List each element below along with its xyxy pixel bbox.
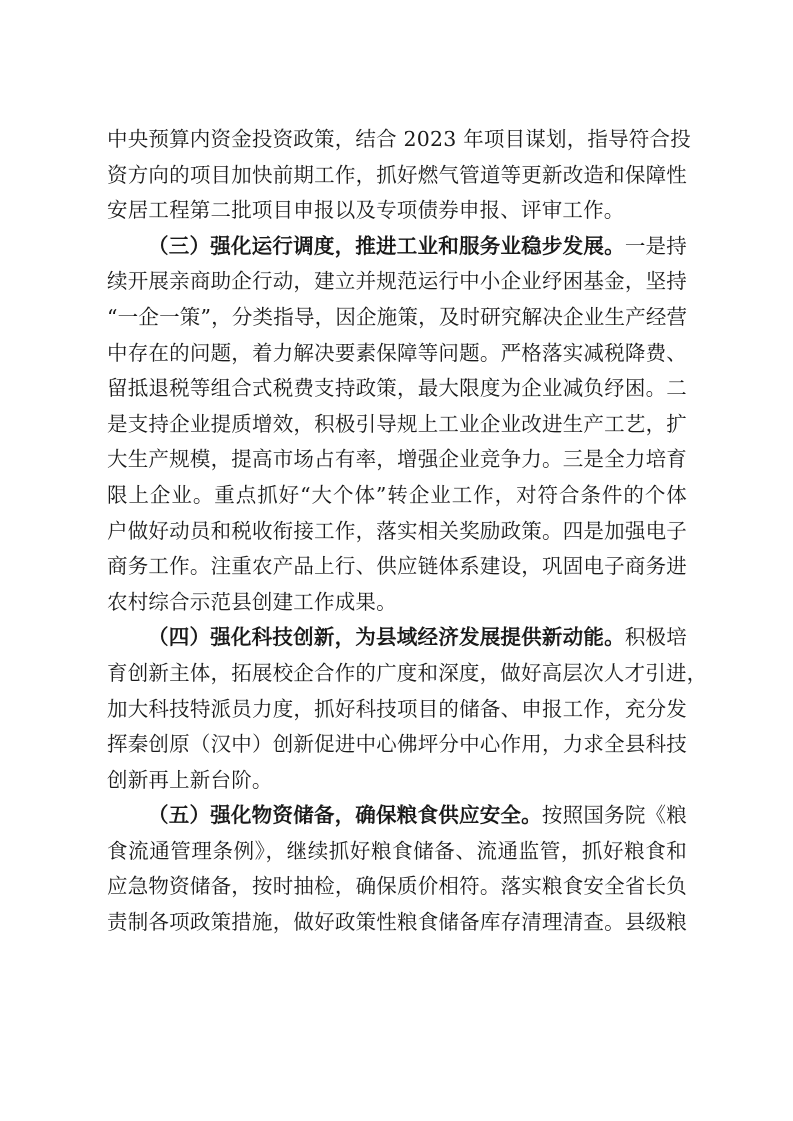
text-line: 限上企业。重点抓好“大个体”转企业工作，对符合条件的个体 <box>107 482 687 507</box>
text-line: 责制各项政策措施，做好政策性粮食储备库存清理清查。县级粮 <box>107 910 687 935</box>
section-heading: （五）强化物资储备，确保粮食供应安全。 <box>148 803 542 828</box>
text-line: 是支持企业提质增效，积极引导规上工业企业改进生产工艺，扩 <box>107 411 687 436</box>
paragraph <box>107 798 687 940</box>
paragraph <box>107 620 708 798</box>
text-line: 中存在的问题，着力解决要素保障等问题。严格落实减税降费、 <box>107 340 687 365</box>
text-line: 育创新主体，拓展校企合作的广度和深度，做好高层次人才引进， <box>107 660 708 685</box>
text-line <box>107 229 687 265</box>
text-line <box>107 798 687 834</box>
document-body <box>107 122 708 941</box>
text-line: 中央预算内资金投资政策，结合 2023 年项目谋划，指导符合投 <box>107 127 691 151</box>
paragraph <box>107 229 687 621</box>
text-run: 积极培 <box>624 625 687 650</box>
text-line: 资方向的项目加快前期工作，抓好燃气管道等更新改造和保障性 <box>107 162 687 187</box>
text-line: 续开展亲商助企行动，建立并规范运行中小企业纾困基金，坚持 <box>107 269 687 294</box>
text-line: 农村综合示范县创建工作成果。 <box>107 589 397 614</box>
text-run: 一是持 <box>624 233 687 258</box>
text-line: 食流通管理条例》，继续抓好粮食储备、流通监管，抓好粮食和 <box>107 838 687 863</box>
text-line: 户做好动员和税收衔接工作，落实相关奖励政策。四是加强电子 <box>107 518 687 543</box>
text-line: 创新再上新台阶。 <box>107 767 273 792</box>
section-heading: （四）强化科技创新，为县域经济发展提供新动能。 <box>148 625 625 650</box>
text-line: “一企一策”，分类指导，因企施策，及时研究解决企业生产经营 <box>107 304 688 329</box>
text-line: 安居工程第二批项目申报以及专项债券申报、评审工作。 <box>107 198 625 223</box>
paragraph <box>107 122 691 229</box>
text-line: 商务工作。注重农产品上行、供应链体系建设，巩固电子商务进 <box>107 554 687 579</box>
text-run: 按照国务院《粮 <box>541 803 687 828</box>
text-line: 挥秦创原（汉中）创新促进中心佛坪分中心作用，力求全县科技 <box>107 732 687 757</box>
section-heading: （三）强化运行调度，推进工业和服务业稳步发展。 <box>148 233 625 258</box>
text-line <box>107 620 687 656</box>
text-line: 留抵退税等组合式税费支持政策，最大限度为企业减负纾困。二 <box>107 376 687 401</box>
text-line: 应急物资储备，按时抽检，确保质价相符。落实粮食安全省长负 <box>107 874 687 899</box>
text-line: 加大科技特派员力度，抓好科技项目的储备、申报工作，充分发 <box>107 696 687 721</box>
text-line: 大生产规模，提高市场占有率，增强企业竞争力。三是全力培育 <box>107 447 687 472</box>
